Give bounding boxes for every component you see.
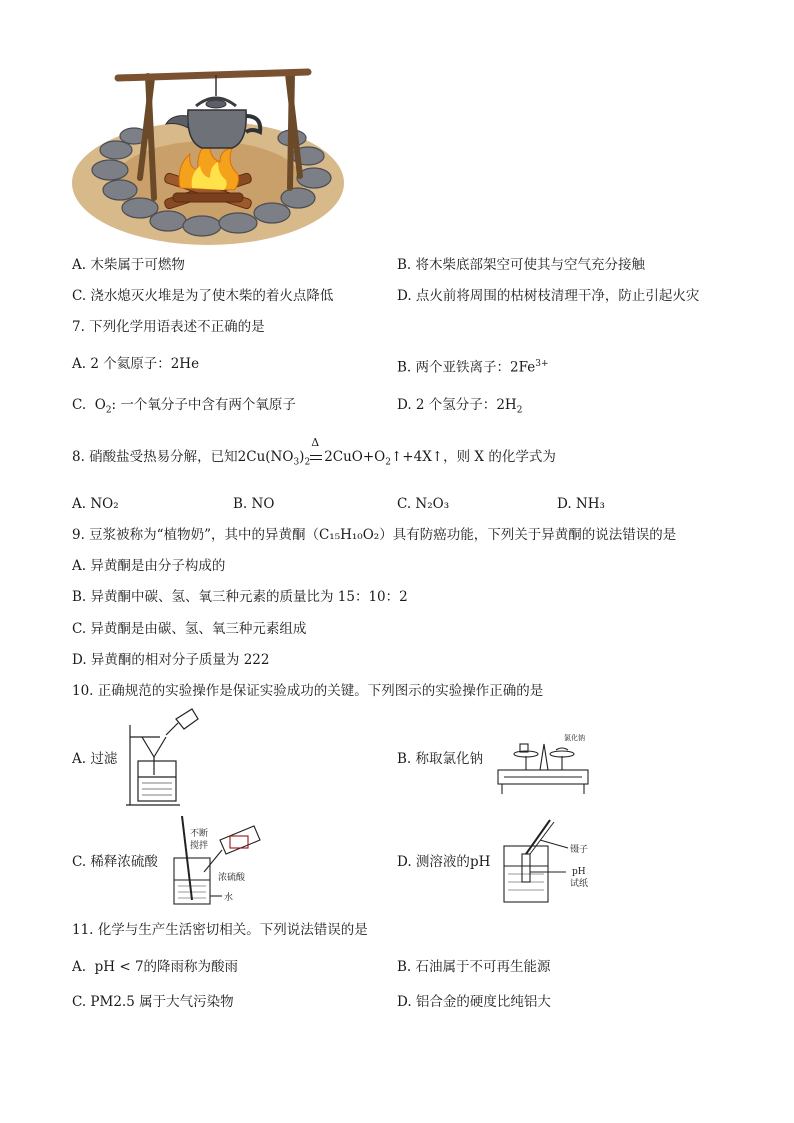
q11-a-formula: pH < 7	[94, 959, 144, 975]
q9-option-b: B. 异黄酮中碳、氢、氧三种元素的质量比为 15：10：2	[72, 589, 408, 605]
q7-stem: 7. 下列化学用语表述不正确的是	[72, 319, 265, 335]
ph-label: pH	[572, 867, 586, 877]
q10-stem: 10. 正确规范的实验操作是保证实验成功的关键。下列图示的实验操作正确的是	[72, 683, 544, 699]
campfire-kettle-illustration	[68, 58, 350, 250]
q10-option-c: C. 稀释浓硫酸	[72, 854, 158, 870]
q11-stem: 11. 化学与生产生活密切相关。下列说法错误的是	[72, 922, 368, 938]
q11-option-b: B. 石油属于不可再生能源	[397, 959, 551, 975]
q11-option-d: D. 铝合金的硬度比纯铝大	[397, 994, 551, 1010]
q10-option-b: B. 称取氯化钠	[397, 751, 484, 767]
q11-option-c: C. PM2.5 属于大气污染物	[72, 994, 234, 1010]
q9-option-d: D. 异黄酮的相对分子质量为 222	[72, 652, 270, 668]
water-label: 水	[224, 893, 234, 903]
q7-a-formula: 2He	[170, 356, 200, 372]
q8-option-c: C. N₂O₃	[397, 496, 450, 512]
ph-test-figure	[500, 818, 600, 908]
q6-option-c: C. 浇水熄灭火堆是为了使木柴的着火点降低	[72, 288, 334, 304]
q7-option-c: C. $O_2$: 一个氧分子中含有两个氧原子	[72, 397, 296, 416]
nacl-label: 氯化钠	[564, 734, 585, 742]
q11-option-a: A. pH < 7的降雨称为酸雨	[72, 959, 239, 975]
filtration-apparatus-figure	[120, 705, 204, 809]
q9-option-c: C. 异黄酮是由碳、氢、氧三种元素组成	[72, 621, 307, 637]
q6-option-a: A. 木柴属于可燃物	[72, 257, 185, 273]
test-paper-label: 试纸	[570, 879, 589, 889]
stir-label-2: 搅拌	[190, 841, 209, 851]
q7-option-b: B. 两个亚铁离子：$2Fe^{3+}$	[397, 359, 549, 376]
q7-option-a: A. 2 个氦原子：2He	[72, 356, 200, 372]
tweezers-label: 镊子	[570, 845, 589, 855]
q7-option-d: D. 2 个氢分子：$2H_2$	[397, 397, 523, 416]
q8-equation: $2Cu(NO_3)_2$ Δ $2CuO+O_2↑+4X↑$	[237, 436, 444, 468]
q8-option-a: A. NO₂	[72, 496, 119, 512]
q6-option-d: D. 点火前将周围的枯树枝清理干净，防止引起火灾	[397, 288, 700, 304]
q8-stem: 8. 硝酸盐受热易分解，已知$2Cu(NO_3)_2$ Δ $2CuO+O_2↑+4X↑$，则 X 的化学式为	[72, 436, 556, 468]
dilute-acid-figure	[160, 810, 280, 910]
stir-label-1: 不断	[190, 829, 209, 839]
q8-option-d: D. NH₃	[557, 496, 605, 512]
q9-stem: 9. 豆浆被称为“植物奶”，其中的异黄酮（C₁₅H₁₀O₂）具有防癌功能，下列关于异黄酮的说法错误的是	[72, 527, 677, 543]
q10-option-a: A. 过滤	[72, 751, 118, 767]
q10-option-d: D. 测溶液的pH	[397, 854, 491, 870]
heat-triangle-symbol: Δ	[311, 436, 320, 449]
acid-label: 浓硫酸	[218, 873, 246, 883]
q6-option-b: B. 将木柴底部架空可使其与空气充分接触	[397, 257, 646, 273]
q8-option-b: B. NO	[233, 496, 275, 512]
q9-option-a: A. 异黄酮是由分子构成的	[72, 558, 226, 574]
balance-scale-figure	[496, 730, 592, 802]
